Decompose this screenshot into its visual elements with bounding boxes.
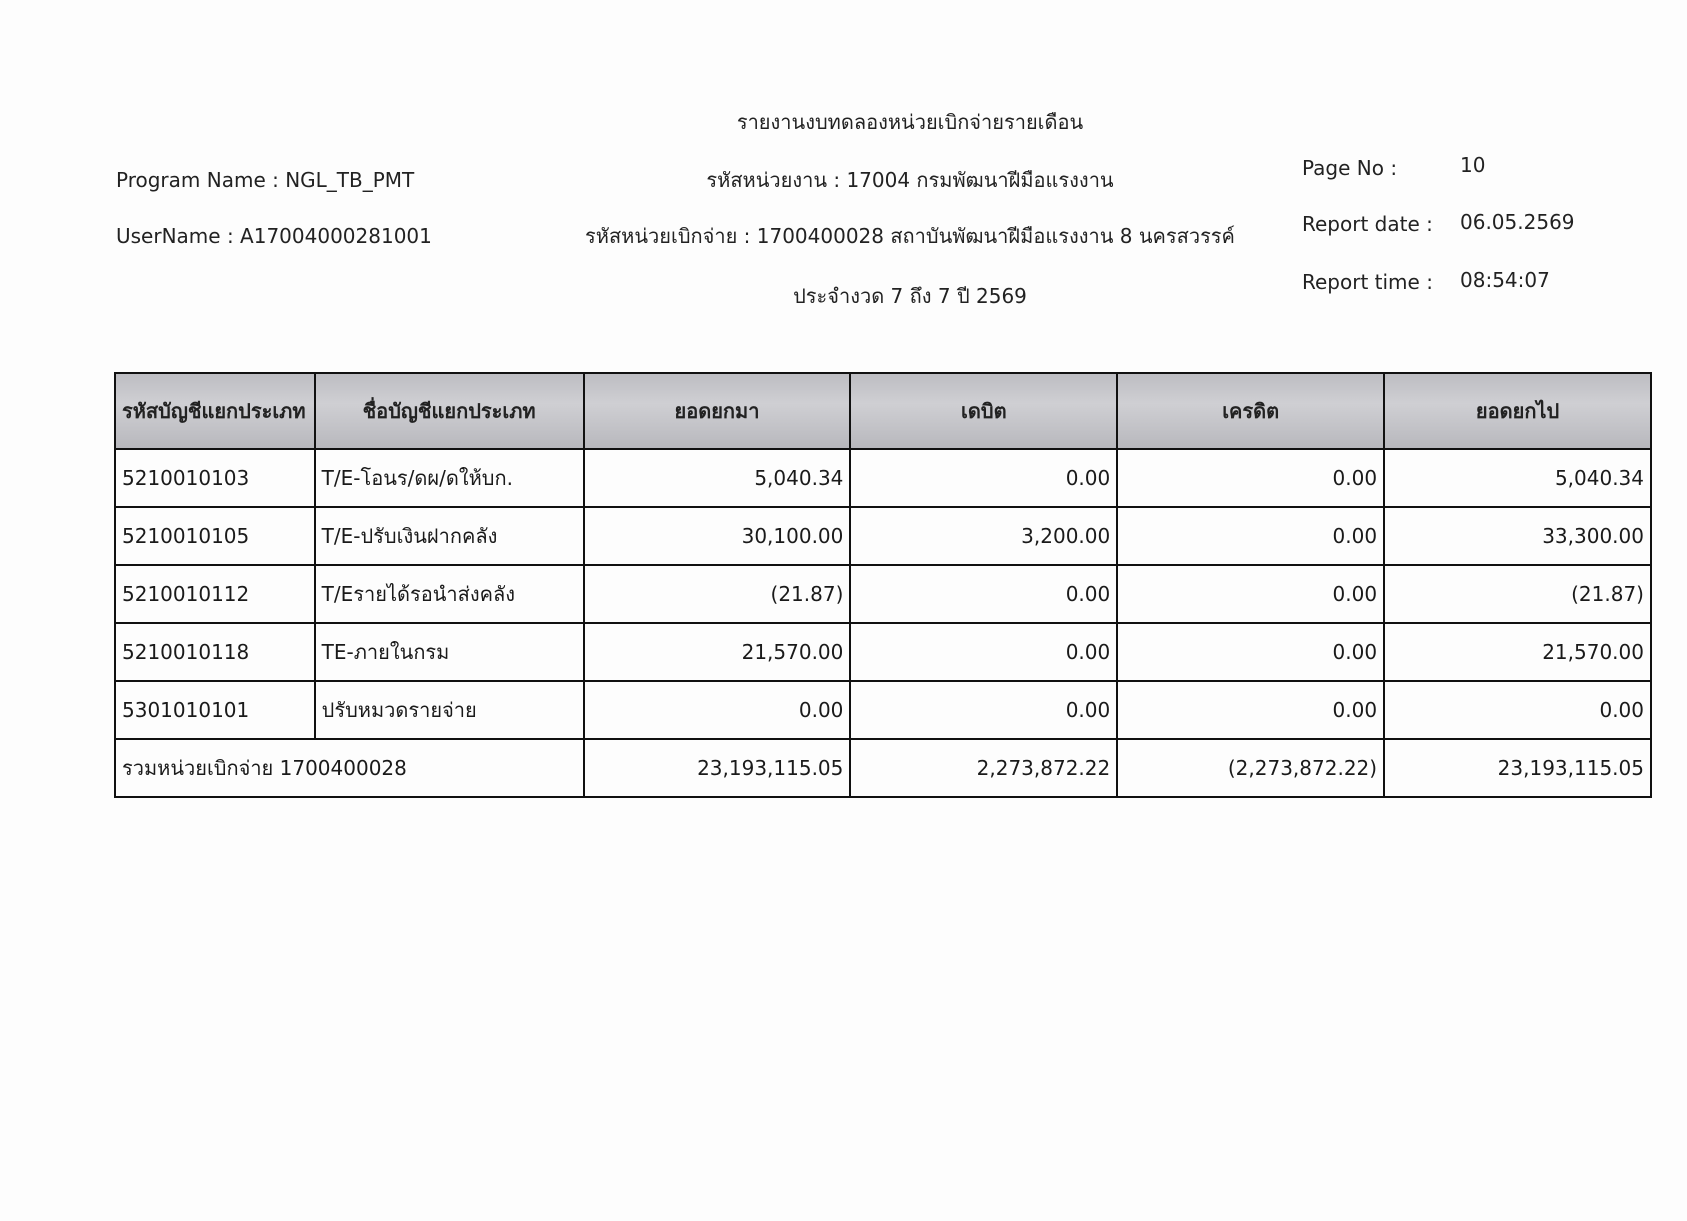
- account-code: 5210010112: [115, 565, 315, 623]
- account-name: TE-ภายในกรม: [315, 623, 584, 681]
- carried-forward: 33,300.00: [1384, 507, 1651, 565]
- debit: 3,200.00: [850, 507, 1117, 565]
- brought-forward: 21,570.00: [584, 623, 851, 681]
- brought-forward: 30,100.00: [584, 507, 851, 565]
- table-row: [115, 623, 1651, 681]
- column-header-carried-forward: ยอดยกไป: [1384, 373, 1651, 449]
- table-row: [115, 507, 1651, 565]
- debit: 0.00: [850, 681, 1117, 739]
- brought-forward: 0.00: [584, 681, 851, 739]
- column-header-brought-forward: ยอดยกมา: [584, 373, 851, 449]
- report-time-label: Report time :: [1302, 270, 1433, 294]
- disbursement-unit-line: รหัสหน่วยเบิกจ่าย : 1700400028 สถาบันพัฒนาฝีมือแรงงาน 8 นครสวรรค์: [585, 224, 1235, 248]
- account-name: T/E-ปรับเงินฝากคลัง: [315, 507, 584, 565]
- brought-forward: 5,040.34: [584, 449, 851, 507]
- debit: 0.00: [850, 449, 1117, 507]
- column-header-credit: เครดิต: [1117, 373, 1384, 449]
- table-row: [115, 681, 1651, 739]
- table-row: [115, 565, 1651, 623]
- trial-balance-table: [114, 372, 1652, 798]
- account-code: 5210010103: [115, 449, 315, 507]
- user-name: UserName : A17004000281001: [116, 224, 432, 248]
- table-row: [115, 449, 1651, 507]
- account-code: 5301010101: [115, 681, 315, 739]
- credit: 0.00: [1117, 507, 1384, 565]
- carried-forward: (21.87): [1384, 565, 1651, 623]
- carried-forward: 0.00: [1384, 681, 1651, 739]
- total-brought-forward: 23,193,115.05: [584, 739, 851, 797]
- total-row: [115, 739, 1651, 797]
- table-header-row: [115, 373, 1651, 449]
- credit: 0.00: [1117, 565, 1384, 623]
- total-credit: (2,273,872.22): [1117, 739, 1384, 797]
- debit: 0.00: [850, 565, 1117, 623]
- carried-forward: 5,040.34: [1384, 449, 1651, 507]
- column-header-account-code: รหัสบัญชีแยกประเภท: [115, 373, 315, 449]
- total-label: รวมหน่วยเบิกจ่าย 1700400028: [115, 739, 584, 797]
- credit: 0.00: [1117, 681, 1384, 739]
- carried-forward: 21,570.00: [1384, 623, 1651, 681]
- credit: 0.00: [1117, 449, 1384, 507]
- debit: 0.00: [850, 623, 1117, 681]
- report-title: รายงานงบทดลองหน่วยเบิกจ่ายรายเดือน: [736, 110, 1084, 134]
- account-code: 5210010105: [115, 507, 315, 565]
- account-name: T/E-โอนร/ดผ/ดให้บก.: [315, 449, 584, 507]
- column-header-account-name: ชื่อบัญชีแยกประเภท: [315, 373, 584, 449]
- agency-line: รหัสหน่วยงาน : 17004 กรมพัฒนาฝีมือแรงงาน: [706, 168, 1114, 192]
- report-date-value: 06.05.2569: [1460, 210, 1575, 234]
- page-no-label: Page No :: [1302, 156, 1398, 180]
- total-debit: 2,273,872.22: [850, 739, 1117, 797]
- period-line: ประจำงวด 7 ถึง 7 ปี 2569: [793, 284, 1027, 308]
- report-date-label: Report date :: [1302, 212, 1433, 236]
- account-name: T/Eรายได้รอนำส่งคลัง: [315, 565, 584, 623]
- report-time-value: 08:54:07: [1460, 268, 1550, 292]
- page-no-value: 10: [1460, 153, 1486, 177]
- total-carried-forward: 23,193,115.05: [1384, 739, 1651, 797]
- brought-forward: (21.87): [584, 565, 851, 623]
- program-name: Program Name : NGL_TB_PMT: [116, 168, 415, 192]
- account-name: ปรับหมวดรายจ่าย: [315, 681, 584, 739]
- column-header-debit: เดบิต: [850, 373, 1117, 449]
- credit: 0.00: [1117, 623, 1384, 681]
- account-code: 5210010118: [115, 623, 315, 681]
